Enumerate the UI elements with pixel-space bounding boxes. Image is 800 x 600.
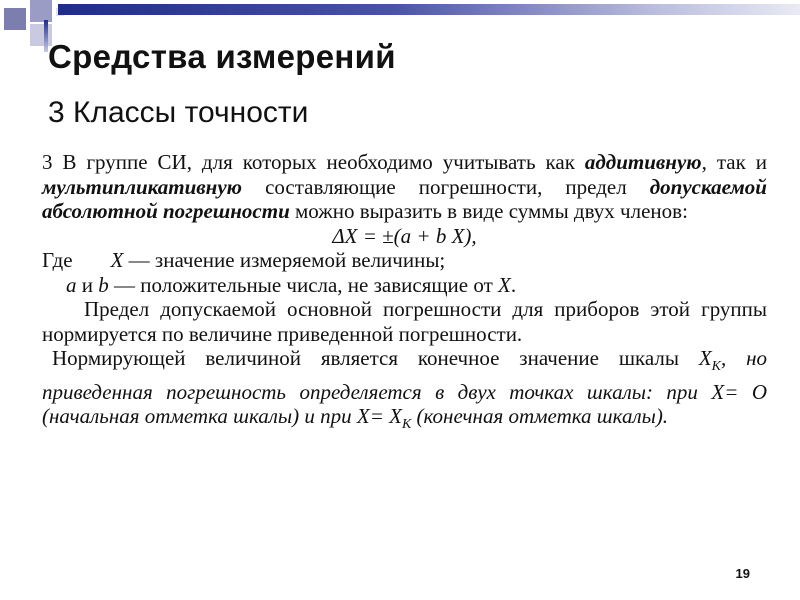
text: . [510, 272, 517, 297]
header-bar [58, 4, 800, 15]
text: , но приведенная погрешность определяется в двух точках шкалы: при X= О (начальная отметка шкалы) и при X= X [42, 346, 767, 429]
text: Нормирующей величиной является конечное значение шкалы [52, 346, 699, 370]
text: составляющие погрешности, предел [242, 174, 650, 199]
decor-square [30, 0, 52, 22]
text: и [76, 272, 99, 297]
variable: X [498, 272, 511, 297]
paragraph-2: Предел допускаемой основной погрешности для приборов этой группы нормируется по величине приведенной погрешности. [42, 297, 767, 346]
where-label: Где [42, 248, 73, 272]
slide-subtitle: 3 Классы точности [48, 96, 309, 129]
formula: ΔX = ±(a + b X), [332, 223, 477, 248]
variable: X [110, 248, 124, 272]
text: — значение измеряемой величины; [123, 248, 446, 272]
slide-body [42, 150, 767, 438]
text: (конечная отметка шкалы). [411, 404, 669, 429]
variable: b [98, 272, 109, 297]
definition-ab [42, 273, 767, 298]
slide-title: Средства измерений [48, 38, 396, 75]
text: можно выразить в виде суммы двух членов: [289, 199, 688, 223]
text: — положительные числа, не зависящие от [108, 272, 498, 297]
page-number: 19 [735, 566, 750, 581]
decor-square [4, 8, 26, 30]
subscript: К [711, 359, 721, 375]
paragraph-1 [42, 150, 767, 224]
emphasis: допускаемой абсолютной погрешности [42, 174, 767, 223]
subscript: К [401, 417, 412, 433]
emphasis: мультипликативную [42, 174, 242, 199]
emphasis: аддитивную [584, 150, 702, 174]
variable: X [698, 346, 712, 370]
text: , так и [701, 150, 768, 174]
definition-x [42, 248, 767, 273]
text: 3 В группе СИ, для которых необходимо учитывать как [42, 150, 585, 174]
paragraph-3 [42, 346, 767, 438]
variable: a [66, 272, 77, 297]
